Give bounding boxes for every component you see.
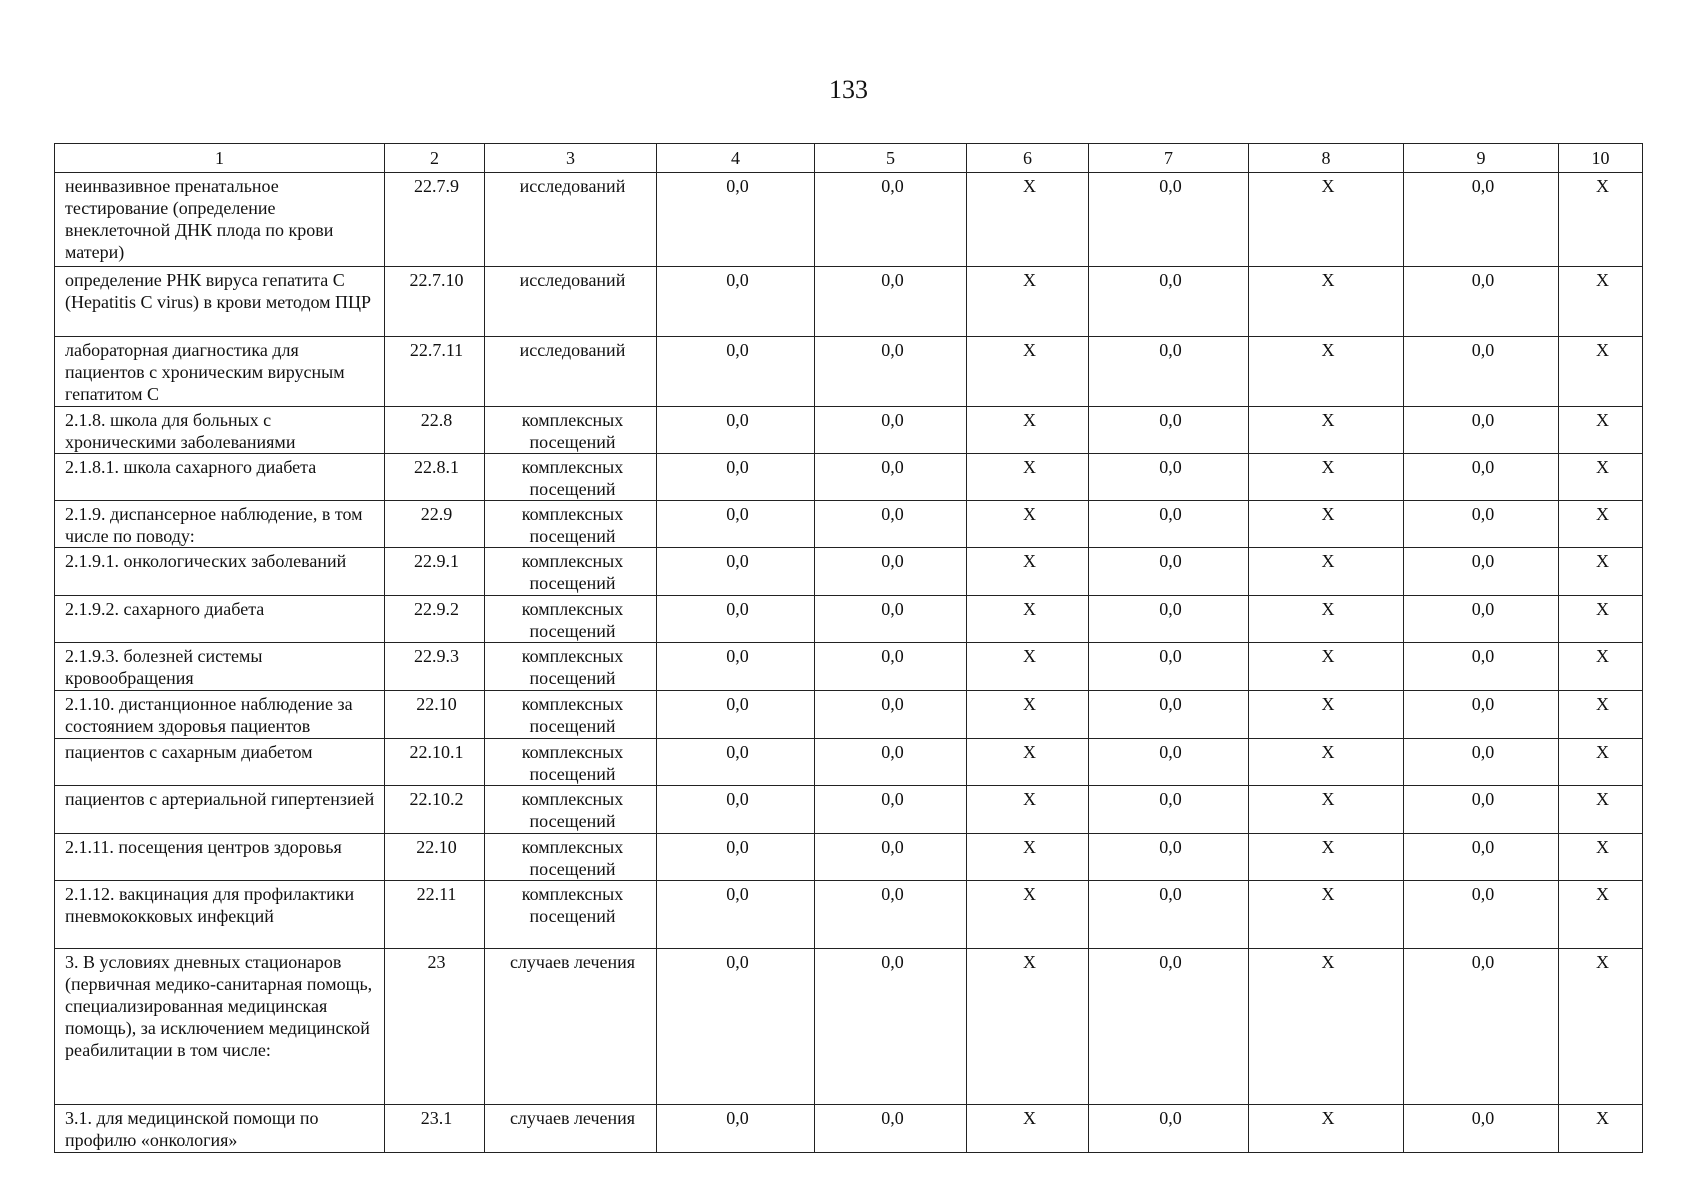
row-col5-cell: 0,0	[815, 1105, 967, 1153]
row-col4-cell: 0,0	[657, 786, 815, 834]
row-col8-cell: X	[1249, 501, 1404, 548]
row-col4-cell: 0,0	[657, 643, 815, 691]
row-col5-cell: 0,0	[815, 173, 967, 267]
column-number: 10	[1559, 144, 1643, 173]
row-col6-cell: X	[967, 337, 1089, 407]
row-code-cell: 22.10	[385, 834, 485, 881]
row-col6-cell: X	[967, 173, 1089, 267]
row-col5-cell: 0,0	[815, 643, 967, 691]
row-col7-cell: 0,0	[1089, 337, 1249, 407]
row-unit-cell: случаев лечения	[485, 1105, 657, 1153]
row-code-cell: 22.7.11	[385, 337, 485, 407]
row-col9-cell: 0,0	[1404, 643, 1559, 691]
table-row	[55, 596, 1643, 643]
row-col4-cell: 0,0	[657, 596, 815, 643]
row-code-cell: 22.7.9	[385, 173, 485, 267]
table-row	[55, 454, 1643, 501]
row-code-cell: 22.11	[385, 881, 485, 949]
row-col9-cell: 0,0	[1404, 407, 1559, 454]
row-code-cell: 22.9.3	[385, 643, 485, 691]
row-col10-cell: X	[1559, 337, 1643, 407]
row-col7-cell: 0,0	[1089, 739, 1249, 786]
row-col9-cell: 0,0	[1404, 1105, 1559, 1153]
row-col7-cell: 0,0	[1089, 881, 1249, 949]
column-number: 8	[1249, 144, 1404, 173]
row-col6-cell: X	[967, 548, 1089, 596]
row-col5-cell: 0,0	[815, 454, 967, 501]
row-col8-cell: X	[1249, 949, 1404, 1105]
row-col4-cell: 0,0	[657, 548, 815, 596]
column-number: 4	[657, 144, 815, 173]
row-name-cell: неинвазивное пренатальное тестирование (определение внеклеточной ДНК плода по крови матери)	[55, 173, 385, 267]
row-name-cell: 3. В условиях дневных стационаров (первичная медико-санитарная помощь, специализированная медицинская помощь), за исключением медицинской реабилитации в том числе:	[55, 949, 385, 1105]
row-col9-cell: 0,0	[1404, 786, 1559, 834]
row-col4-cell: 0,0	[657, 407, 815, 454]
row-col9-cell: 0,0	[1404, 596, 1559, 643]
row-code-cell: 22.10.2	[385, 786, 485, 834]
row-code-cell: 22.8.1	[385, 454, 485, 501]
row-col9-cell: 0,0	[1404, 949, 1559, 1105]
row-col6-cell: X	[967, 1105, 1089, 1153]
row-col6-cell: X	[967, 739, 1089, 786]
row-code-cell: 22.7.10	[385, 267, 485, 337]
row-code-cell: 23	[385, 949, 485, 1105]
table-row	[55, 337, 1643, 407]
row-unit-cell: комплексных посещений	[485, 881, 657, 949]
row-col6-cell: X	[967, 643, 1089, 691]
column-number: 9	[1404, 144, 1559, 173]
row-col10-cell: X	[1559, 267, 1643, 337]
table-row	[55, 739, 1643, 786]
row-col10-cell: X	[1559, 834, 1643, 881]
row-col4-cell: 0,0	[657, 1105, 815, 1153]
table-row	[55, 267, 1643, 337]
row-col5-cell: 0,0	[815, 548, 967, 596]
row-col7-cell: 0,0	[1089, 949, 1249, 1105]
row-name-cell: 2.1.9.2. сахарного диабета	[55, 596, 385, 643]
row-col7-cell: 0,0	[1089, 173, 1249, 267]
row-name-cell: 2.1.10. дистанционное наблюдение за состоянием здоровья пациентов	[55, 691, 385, 739]
row-col8-cell: X	[1249, 1105, 1404, 1153]
row-col4-cell: 0,0	[657, 949, 815, 1105]
row-col8-cell: X	[1249, 596, 1404, 643]
column-number: 2	[385, 144, 485, 173]
table-row	[55, 548, 1643, 596]
row-col8-cell: X	[1249, 337, 1404, 407]
row-col4-cell: 0,0	[657, 337, 815, 407]
row-col4-cell: 0,0	[657, 834, 815, 881]
row-col10-cell: X	[1559, 739, 1643, 786]
row-col9-cell: 0,0	[1404, 881, 1559, 949]
row-col8-cell: X	[1249, 786, 1404, 834]
row-name-cell: 2.1.8. школа для больных с хроническими заболеваниями	[55, 407, 385, 454]
row-col7-cell: 0,0	[1089, 1105, 1249, 1153]
row-col7-cell: 0,0	[1089, 691, 1249, 739]
row-col6-cell: X	[967, 691, 1089, 739]
column-number: 6	[967, 144, 1089, 173]
row-name-cell: пациентов с сахарным диабетом	[55, 739, 385, 786]
row-col4-cell: 0,0	[657, 881, 815, 949]
column-number: 7	[1089, 144, 1249, 173]
table-row	[55, 501, 1643, 548]
row-name-cell: 2.1.8.1. школа сахарного диабета	[55, 454, 385, 501]
column-number: 5	[815, 144, 967, 173]
row-col7-cell: 0,0	[1089, 407, 1249, 454]
row-unit-cell: комплексных посещений	[485, 548, 657, 596]
row-name-cell: лабораторная диагностика для пациентов с хроническим вирусным гепатитом С	[55, 337, 385, 407]
table-row	[55, 1105, 1643, 1153]
row-unit-cell: комплексных посещений	[485, 407, 657, 454]
row-col7-cell: 0,0	[1089, 454, 1249, 501]
row-col10-cell: X	[1559, 1105, 1643, 1153]
row-col6-cell: X	[967, 834, 1089, 881]
row-col8-cell: X	[1249, 643, 1404, 691]
row-unit-cell: комплексных посещений	[485, 643, 657, 691]
data-table	[54, 143, 1643, 1153]
row-name-cell: 2.1.12. вакцинация для профилактики пневмококковых инфекций	[55, 881, 385, 949]
row-col6-cell: X	[967, 949, 1089, 1105]
row-col8-cell: X	[1249, 173, 1404, 267]
row-col5-cell: 0,0	[815, 739, 967, 786]
row-unit-cell: комплексных посещений	[485, 501, 657, 548]
row-col5-cell: 0,0	[815, 407, 967, 454]
column-number-row	[55, 144, 1643, 173]
row-col6-cell: X	[967, 881, 1089, 949]
row-name-cell: 2.1.9. диспансерное наблюдение, в том числе по поводу:	[55, 501, 385, 548]
row-col4-cell: 0,0	[657, 501, 815, 548]
row-col6-cell: X	[967, 786, 1089, 834]
row-col4-cell: 0,0	[657, 173, 815, 267]
row-name-cell: 2.1.9.1. онкологических заболеваний	[55, 548, 385, 596]
row-col9-cell: 0,0	[1404, 739, 1559, 786]
row-code-cell: 22.10.1	[385, 739, 485, 786]
row-col10-cell: X	[1559, 643, 1643, 691]
row-col5-cell: 0,0	[815, 786, 967, 834]
row-col8-cell: X	[1249, 834, 1404, 881]
row-col7-cell: 0,0	[1089, 834, 1249, 881]
row-col6-cell: X	[967, 267, 1089, 337]
page-number: 133	[829, 75, 868, 104]
row-col4-cell: 0,0	[657, 691, 815, 739]
row-col8-cell: X	[1249, 739, 1404, 786]
row-col7-cell: 0,0	[1089, 596, 1249, 643]
row-col10-cell: X	[1559, 881, 1643, 949]
row-unit-cell: комплексных посещений	[485, 596, 657, 643]
row-col9-cell: 0,0	[1404, 548, 1559, 596]
row-col9-cell: 0,0	[1404, 691, 1559, 739]
row-code-cell: 22.10	[385, 691, 485, 739]
row-col5-cell: 0,0	[815, 337, 967, 407]
row-code-cell: 22.9	[385, 501, 485, 548]
row-name-cell: 2.1.9.3. болезней системы кровообращения	[55, 643, 385, 691]
row-col6-cell: X	[967, 501, 1089, 548]
row-col4-cell: 0,0	[657, 267, 815, 337]
row-col6-cell: X	[967, 596, 1089, 643]
row-col9-cell: 0,0	[1404, 454, 1559, 501]
row-col9-cell: 0,0	[1404, 267, 1559, 337]
table-row	[55, 949, 1643, 1105]
row-name-cell: пациентов с артериальной гипертензией	[55, 786, 385, 834]
row-col7-cell: 0,0	[1089, 786, 1249, 834]
row-name-cell: 3.1. для медицинской помощи по профилю «онкология»	[55, 1105, 385, 1153]
table-row	[55, 786, 1643, 834]
row-col5-cell: 0,0	[815, 267, 967, 337]
row-col5-cell: 0,0	[815, 834, 967, 881]
row-unit-cell: случаев лечения	[485, 949, 657, 1105]
row-col10-cell: X	[1559, 454, 1643, 501]
row-unit-cell: исследований	[485, 173, 657, 267]
row-col10-cell: X	[1559, 786, 1643, 834]
row-name-cell: определение РНК вируса гепатита С (Hepatitis C virus) в крови методом ПЦР	[55, 267, 385, 337]
row-col5-cell: 0,0	[815, 596, 967, 643]
row-unit-cell: комплексных посещений	[485, 786, 657, 834]
row-col5-cell: 0,0	[815, 691, 967, 739]
row-code-cell: 23.1	[385, 1105, 485, 1153]
row-col6-cell: X	[967, 407, 1089, 454]
row-unit-cell: комплексных посещений	[485, 834, 657, 881]
column-number: 1	[55, 144, 385, 173]
row-unit-cell: комплексных посещений	[485, 739, 657, 786]
row-col10-cell: X	[1559, 691, 1643, 739]
row-col5-cell: 0,0	[815, 881, 967, 949]
row-unit-cell: комплексных посещений	[485, 454, 657, 501]
table-row	[55, 881, 1643, 949]
row-col4-cell: 0,0	[657, 739, 815, 786]
row-unit-cell: комплексных посещений	[485, 691, 657, 739]
row-code-cell: 22.9.1	[385, 548, 485, 596]
row-col4-cell: 0,0	[657, 454, 815, 501]
row-col9-cell: 0,0	[1404, 501, 1559, 548]
table-row	[55, 834, 1643, 881]
row-col8-cell: X	[1249, 454, 1404, 501]
row-unit-cell: исследований	[485, 267, 657, 337]
table-row	[55, 407, 1643, 454]
row-col10-cell: X	[1559, 407, 1643, 454]
row-col9-cell: 0,0	[1404, 173, 1559, 267]
row-col10-cell: X	[1559, 548, 1643, 596]
row-code-cell: 22.8	[385, 407, 485, 454]
row-col9-cell: 0,0	[1404, 337, 1559, 407]
row-col10-cell: X	[1559, 501, 1643, 548]
row-name-cell: 2.1.11. посещения центров здоровья	[55, 834, 385, 881]
table-row	[55, 691, 1643, 739]
row-col5-cell: 0,0	[815, 949, 967, 1105]
row-col10-cell: X	[1559, 173, 1643, 267]
row-col7-cell: 0,0	[1089, 501, 1249, 548]
row-col8-cell: X	[1249, 407, 1404, 454]
row-col7-cell: 0,0	[1089, 643, 1249, 691]
row-col8-cell: X	[1249, 267, 1404, 337]
row-col7-cell: 0,0	[1089, 548, 1249, 596]
row-col8-cell: X	[1249, 881, 1404, 949]
row-col10-cell: X	[1559, 596, 1643, 643]
row-col8-cell: X	[1249, 548, 1404, 596]
row-col10-cell: X	[1559, 949, 1643, 1105]
row-col5-cell: 0,0	[815, 501, 967, 548]
table-row	[55, 173, 1643, 267]
row-col6-cell: X	[967, 454, 1089, 501]
row-code-cell: 22.9.2	[385, 596, 485, 643]
table-row	[55, 643, 1643, 691]
row-col9-cell: 0,0	[1404, 834, 1559, 881]
column-number: 3	[485, 144, 657, 173]
row-col8-cell: X	[1249, 691, 1404, 739]
row-col7-cell: 0,0	[1089, 267, 1249, 337]
row-unit-cell: исследований	[485, 337, 657, 407]
